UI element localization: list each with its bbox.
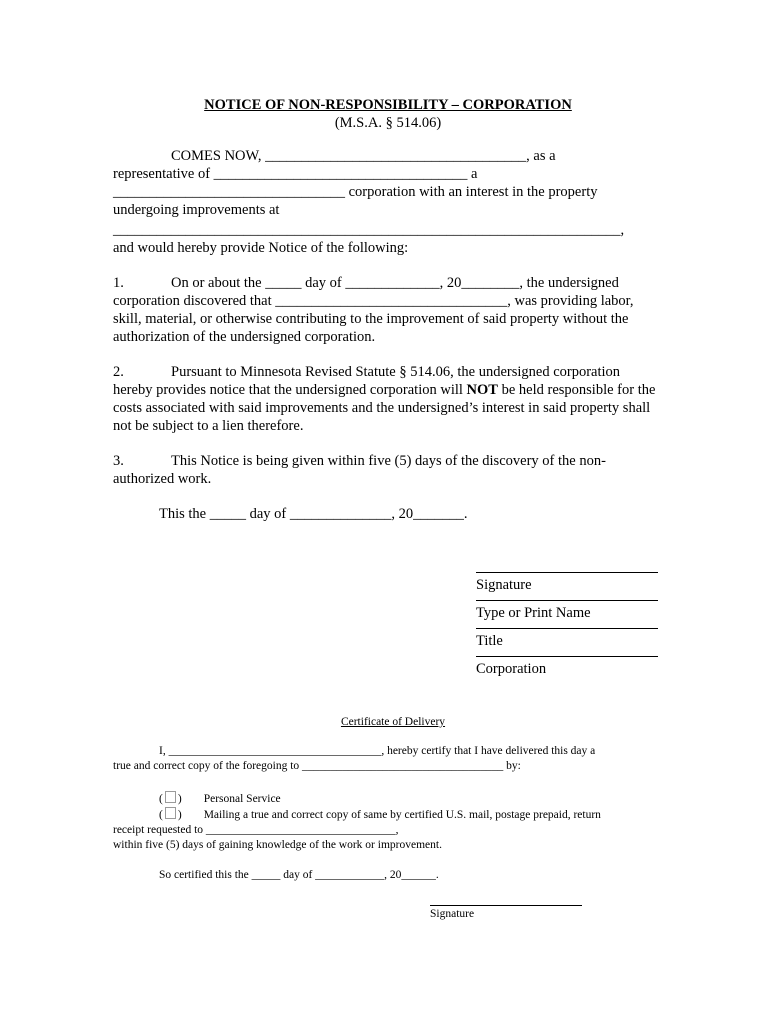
- certificate-line-2: true and correct copy of the foregoing to ___________________________________ by:: [113, 760, 521, 772]
- intro-paragraph: [113, 147, 663, 257]
- signature-block: [476, 572, 658, 678]
- intro-line-3: ________________________________ corporation with an interest in the property: [113, 184, 598, 200]
- statute-reference: (M.S.A. § 514.06): [334, 115, 442, 131]
- corporation-line[interactable]: [476, 656, 658, 657]
- item-1-number: 1.: [113, 275, 124, 291]
- notice-page: [113, 96, 663, 523]
- certified-mail-label: Mailing a true and correct copy of same by certified U.S. mail, postage prepaid, return: [203, 809, 601, 821]
- print-name-label: Type or Print Name: [476, 605, 591, 621]
- personal-service-label: Personal Service: [203, 793, 281, 805]
- paren-open: (: [159, 809, 163, 821]
- item-1-text-a: On or about the _____ day of _____________, 20________, the undersigned: [171, 275, 619, 291]
- item-2-text-post: be held responsible for the costs associated with said improvements and the undersigned’s interest in said property shall not be subject to a lien therefore.: [113, 382, 656, 434]
- certificate-title: Certificate of Delivery: [340, 716, 446, 728]
- certificate-signature-label: Signature: [430, 908, 475, 920]
- item-2-text-a: Pursuant to Minnesota Revised Statute § 514.06, the undersigned corporation: [171, 364, 621, 380]
- personal-service-checkbox[interactable]: [165, 791, 176, 803]
- certificate-signature-block: [430, 905, 582, 920]
- title-label: Title: [476, 633, 503, 649]
- option-certified-mail: [113, 807, 673, 823]
- item-2-number: 2.: [113, 364, 124, 380]
- intro-line-5: ______________________________________________________________________,: [113, 222, 625, 238]
- certificate-line-4: within five (5) days of gaining knowledge of the work or improvement.: [113, 839, 442, 851]
- item-3-text-a: This Notice is being given within five (5) days of the discovery of the non-: [171, 453, 606, 469]
- intro-line-6: and would hereby provide Notice of the following:: [113, 240, 409, 256]
- option-personal-service: [113, 791, 673, 807]
- not-emphasis: NOT: [466, 382, 498, 398]
- print-name-line[interactable]: [476, 600, 658, 601]
- item-3: [113, 452, 663, 488]
- corporation-label: Corporation: [476, 661, 547, 677]
- certified-date-line: So certified this the _____ day of ____________, 20______.: [159, 869, 439, 881]
- certificate-signature-line[interactable]: [430, 905, 582, 906]
- intro-line-1: COMES NOW, ____________________________________, as a: [171, 148, 556, 164]
- item-1-text-b: corporation discovered that ________________________________, was providing labor, skill, material, or otherwise contributing to the improvement of said property without the authorization of the undersigned corporation.: [113, 293, 634, 345]
- certificate-line-1: I, _____________________________________, hereby certify that I have delivered this day a: [159, 745, 596, 757]
- intro-line-2: representative of ___________________________________ a: [113, 166, 478, 182]
- item-2: [113, 363, 663, 435]
- date-line: This the _____ day of ______________, 20_______.: [159, 506, 468, 522]
- signature-line[interactable]: [476, 572, 658, 573]
- paren-close: ): [177, 809, 182, 821]
- item-3-number: 3.: [113, 453, 124, 469]
- item-1: [113, 274, 663, 346]
- signature-label: Signature: [476, 577, 532, 593]
- paren-close: ): [177, 793, 182, 805]
- paren-open: (: [159, 793, 163, 805]
- certificate-of-delivery: [113, 715, 673, 883]
- item-2-text-b: [113, 381, 663, 435]
- item-2-text-pre: hereby provides notice that the undersigned corporation will: [113, 382, 467, 398]
- intro-line-4: undergoing improvements at: [113, 202, 280, 218]
- title-line[interactable]: [476, 628, 658, 629]
- item-3-text-b: authorized work.: [113, 471, 212, 487]
- document-title: NOTICE OF NON-RESPONSIBILITY – CORPORATION: [204, 97, 572, 113]
- certified-mail-checkbox[interactable]: [165, 807, 176, 819]
- certificate-line-3: receipt requested to _________________________________,: [113, 824, 399, 836]
